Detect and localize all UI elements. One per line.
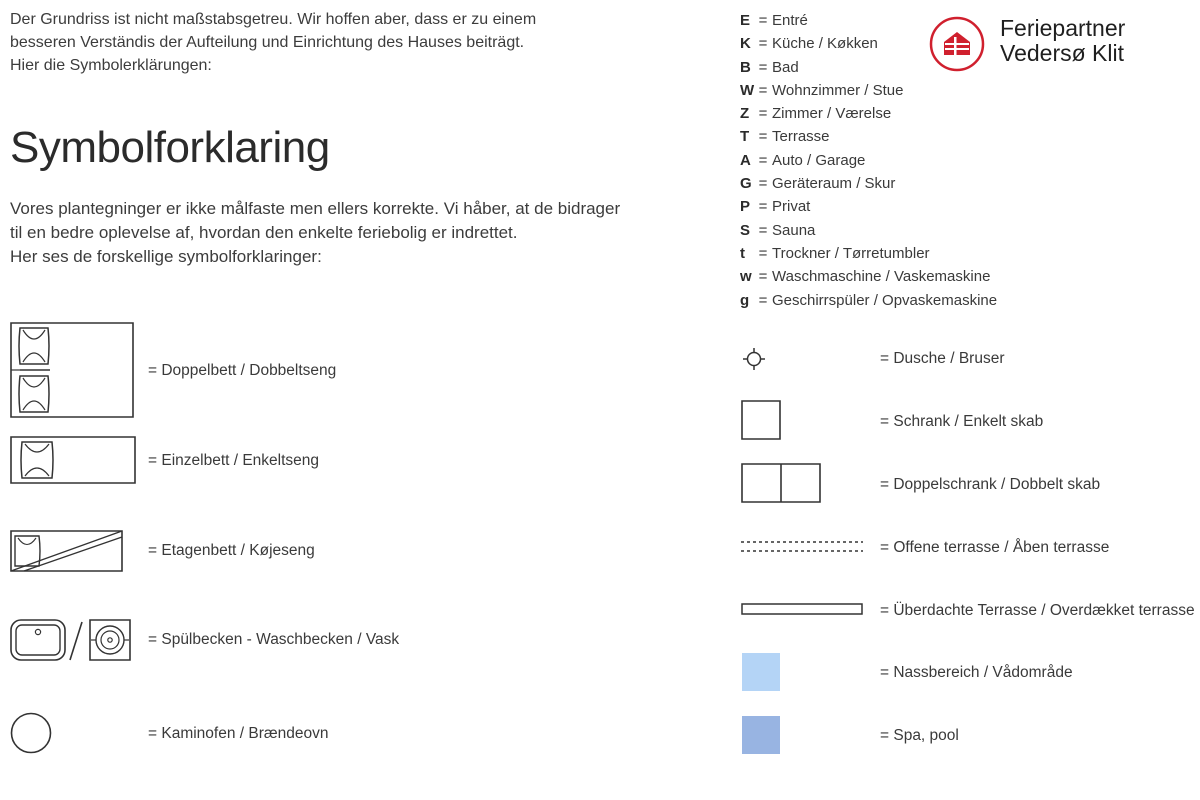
legend-label: Geschirrspüler / Opvaskemaskine: [772, 291, 998, 309]
logo-line-2: Vedersø Klit: [1000, 40, 1124, 66]
bunk-bed-icon: [10, 530, 123, 572]
legend-key: K: [740, 35, 751, 53]
legend-key: Z: [740, 105, 750, 123]
logo-line-1: Feriepartner: [1000, 15, 1126, 41]
legend-row-terrace: [740, 125, 997, 148]
legend-key: S: [740, 221, 751, 239]
legend-equals: =: [758, 175, 768, 193]
legend-label: Wohnzimmer / Stue: [772, 81, 904, 99]
shower-label: = Dusche / Bruser: [880, 350, 1005, 367]
covered-terrace-icon: [741, 603, 863, 615]
intro-danish: [10, 197, 730, 269]
page-title: Symbolforklaring: [10, 123, 330, 172]
legend-equals: =: [758, 105, 768, 123]
double-wardrobe-label: = Doppelschrank / Dobbelt skab: [880, 476, 1101, 493]
legend-label: Waschmaschine / Vaskemaskine: [772, 268, 991, 286]
double-bed-label: = Doppelbett / Dobbeltseng: [148, 362, 337, 379]
double-wardrobe-icon: [741, 463, 821, 503]
single-bed-label: = Einzelbett / Enkeltseng: [148, 452, 320, 469]
legend-row-dishwasher: [740, 289, 997, 312]
sink-label: = Spülbecken - Waschbecken / Vask: [148, 631, 400, 648]
intro-german-line: besseren Verständis der Aufteilung und Einrichtung des Hauses beiträgt.: [10, 34, 525, 51]
legend-row-shed: [740, 172, 997, 195]
intro-danish-line: til en bedre oplevelse af, hvordan den enkelte feriebolig er indrettet.: [10, 223, 518, 242]
bunk-bed-label: = Etagenbett / Køjeseng: [148, 542, 315, 559]
legend-row-room: [740, 102, 997, 125]
intro-danish-line: Her ses de forskellige symbolforklaringer:: [10, 247, 322, 266]
legend-label: Privat: [772, 198, 811, 216]
legend-equals: =: [758, 221, 768, 239]
stove-icon: [10, 712, 52, 754]
legend-key: T: [740, 128, 750, 146]
legend-row-dryer: [740, 242, 997, 265]
legend-equals: =: [758, 12, 768, 29]
legend-equals: =: [758, 244, 768, 262]
covered-terrace-label: = Überdachte Terrasse / Overdækket terrasse: [880, 602, 1195, 619]
wet-area-icon: [742, 653, 780, 691]
legend-equals: =: [758, 128, 768, 146]
intro-german-line: Der Grundriss ist nicht maßstabsgetreu. Wir hoffen aber, dass er zu einem: [10, 11, 537, 28]
legend-label: Zimmer / Værelse: [772, 105, 892, 123]
intro-german: [10, 8, 710, 77]
house-logo-icon: [928, 15, 986, 73]
legend-key: B: [740, 58, 751, 76]
logo-wordmark: [1000, 16, 1125, 66]
legend-key: g: [740, 291, 750, 309]
open-terrace-label: = Offene terrasse / Åben terrasse: [880, 539, 1110, 556]
legend-row-private: [740, 195, 997, 218]
spa-pool-label: = Spa, pool: [880, 727, 959, 744]
wet-area-label: = Nassbereich / Vådområde: [880, 664, 1073, 681]
stove-label: = Kaminofen / Brændeovn: [148, 725, 329, 742]
open-terrace-icon: [741, 540, 863, 554]
legend-equals: =: [758, 198, 768, 216]
legend-row-washer: [740, 265, 997, 288]
legend-equals: =: [758, 58, 768, 76]
legend-label: Bad: [772, 58, 799, 76]
legend-label: Terrasse: [772, 128, 830, 146]
legend-key: A: [740, 151, 751, 169]
double-bed-icon: [10, 322, 134, 418]
legend-equals: =: [758, 151, 768, 169]
legend-equals: =: [758, 291, 768, 309]
legend-key: t: [740, 244, 745, 262]
single-wardrobe-icon: [741, 400, 781, 440]
legend-equals: =: [758, 268, 768, 286]
legend-label: Auto / Garage: [772, 151, 866, 169]
sink-icon: [10, 618, 132, 664]
legend-label: Entré: [772, 12, 808, 29]
legend-key: G: [740, 175, 752, 193]
intro-danish-line: Vores plantegninger er ikke målfaste men ellers korrekte. Vi håber, at de bidrager: [10, 199, 621, 218]
legend-row-garage: [740, 149, 997, 172]
legend-key: w: [740, 268, 752, 286]
intro-german-line: Hier die Symbolerklärungen:: [10, 57, 212, 74]
legend-row-sauna: [740, 219, 997, 242]
legend-label: Trockner / Tørretumbler: [772, 244, 930, 262]
legend-label: Geräteraum / Skur: [772, 175, 896, 193]
legend-key: E: [740, 12, 751, 29]
legend-label: Sauna: [772, 221, 816, 239]
legend-equals: =: [758, 35, 768, 53]
spa-pool-icon: [742, 716, 780, 754]
legend-key: P: [740, 198, 751, 216]
single-wardrobe-label: = Schrank / Enkelt skab: [880, 413, 1044, 430]
legend-label: Küche / Køkken: [772, 35, 878, 53]
legend-row-living: [740, 79, 997, 102]
legend-equals: =: [758, 81, 768, 99]
shower-icon: [742, 347, 766, 371]
legend-key: W: [740, 81, 755, 99]
single-bed-icon: [10, 436, 136, 484]
